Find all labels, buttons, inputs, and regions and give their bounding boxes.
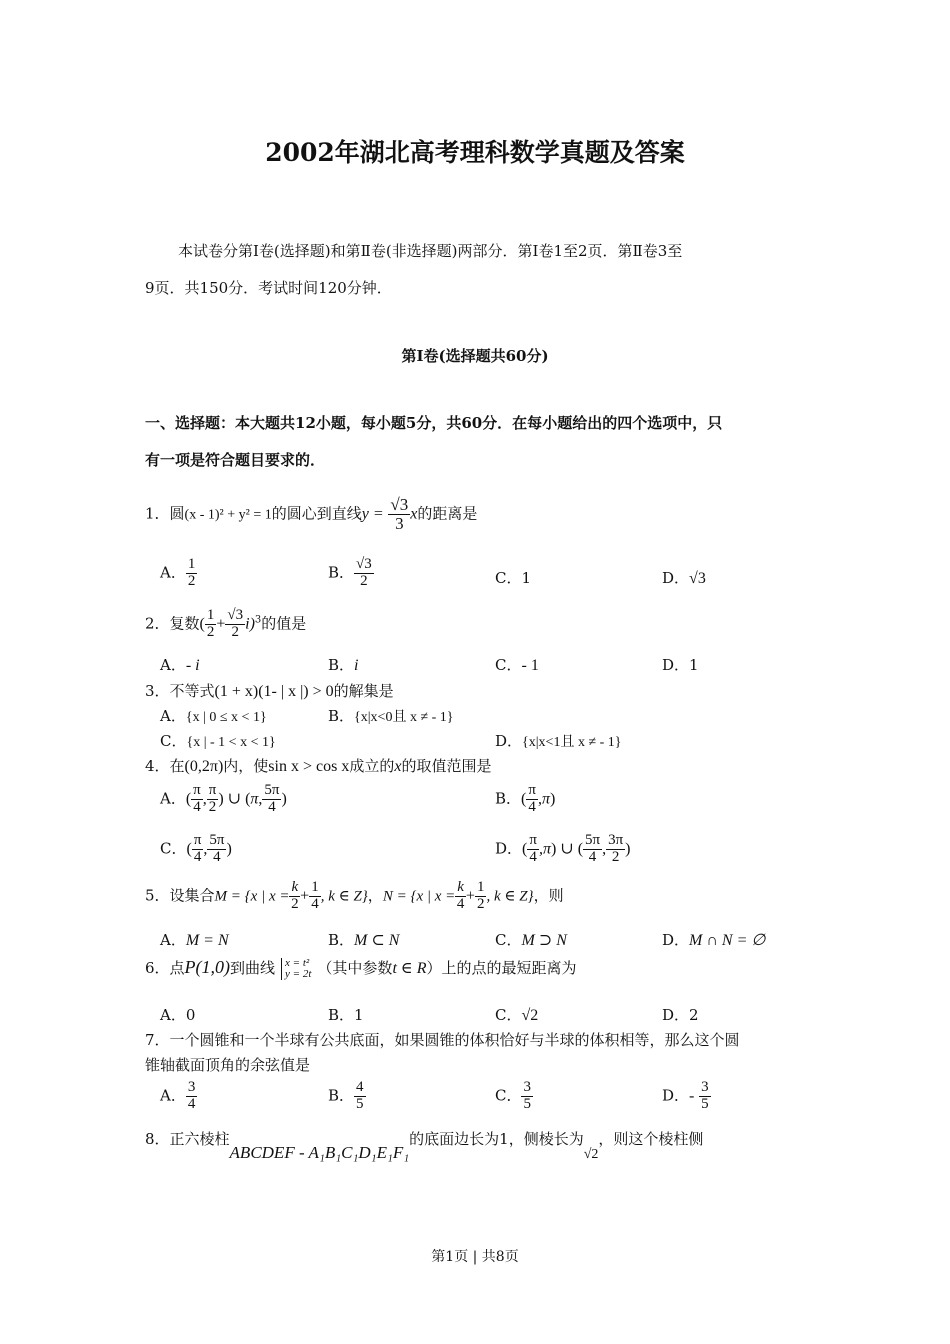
q7-line-2: 锥轴截面顶角的余弦值是 bbox=[145, 1056, 311, 1074]
q5-option-a[interactable]: A．M = N bbox=[160, 931, 229, 949]
q3-option-c[interactable]: C．{x | - 1 < x < 1} bbox=[160, 732, 276, 750]
q3-option-d[interactable]: D．{x|x<1且 x ≠ - 1} bbox=[495, 732, 622, 750]
q6-option-d[interactable]: D．2 bbox=[662, 1006, 699, 1024]
q4-option-d[interactable]: D．( $\frac{\pi}{4}$ ,π) ∪ ( $\frac{5\pi}{4}$ , $\frac{3\pi}{2}$ ) bbox=[495, 832, 631, 865]
q1-frac-num: √3 bbox=[390, 495, 409, 514]
intro-line-2: 9页．共150分．考试时间120分钟． bbox=[145, 279, 392, 297]
q7-line-1: 7．一个圆锥和一个半球有公共底面，如果圆锥的体积恰好与半球的体积相等，那么这个圆 bbox=[145, 1031, 740, 1049]
q5-option-c[interactable]: C．M ⊃ N bbox=[495, 931, 567, 949]
q6-stem: 6．点P(1,0)到曲线 x = t² y = 2t （其中参数t ∈ R）上的点的最短距离为 bbox=[145, 957, 577, 980]
q2-stem: 2．复数( $\frac{1}{2}$ + $\frac{√3}{2}$ i)$^3$的值是 bbox=[145, 607, 307, 640]
q1-line-lhs: y = bbox=[361, 505, 384, 523]
page-title: 2002年湖北高考理科数学真题及答案 bbox=[265, 138, 685, 167]
q3-stem: 3．不等式(1 + x)(1- | x |) > 0的解集是 bbox=[145, 682, 394, 700]
q1-option-c[interactable]: C．1 bbox=[495, 569, 532, 587]
q5-option-d[interactable]: D．M ∩ N = ∅ bbox=[662, 931, 766, 949]
q3-option-b[interactable]: B．{x|x<0且 x ≠ - 1} bbox=[328, 707, 454, 725]
q1-frac-den: 3 bbox=[395, 513, 404, 533]
q1-option-d[interactable]: D．√3 bbox=[662, 569, 706, 587]
q8-stem: 8．正六棱柱ABCDEF - A₁B₁C₁D₁E₁F₁的底面边长为1，侧棱长为√2，则这个棱柱侧 bbox=[145, 1130, 704, 1162]
q6-option-a[interactable]: A．0 bbox=[160, 1006, 196, 1024]
q1-tail: 的距离是 bbox=[417, 504, 478, 523]
q5-option-b[interactable]: B．M ⊂ N bbox=[328, 931, 400, 949]
section-heading-line-2: 有一项是符合题目要求的． bbox=[145, 451, 326, 469]
q4-stem: 4．在(0,2π)内，使sin x > cos x成立的x的取值范围是 bbox=[145, 757, 492, 775]
q1-number: 1．圆 bbox=[145, 504, 185, 523]
q4-option-a[interactable]: A．( $\frac{\pi}{4}$ , $\frac{\pi}{2}$ ) ∪ (π, $\frac{5\pi}{4}$ ) bbox=[160, 782, 287, 815]
q7-option-c[interactable]: C． $\frac{3}{5}$ bbox=[495, 1079, 531, 1112]
q1-option-b[interactable]: B． $\frac{√3}{2}$ bbox=[328, 556, 372, 589]
q1-mid: 的圆心到直线 bbox=[271, 504, 362, 523]
q6-option-b[interactable]: B．1 bbox=[328, 1006, 364, 1024]
part1-heading: 第Ⅰ卷(选择题共60分) bbox=[401, 347, 549, 365]
q2-option-a[interactable]: A．- i bbox=[160, 656, 200, 674]
page-footer: 第1页 | 共8页 bbox=[431, 1249, 519, 1265]
q4-option-b[interactable]: B．( $\frac{\pi}{4}$ ,π) bbox=[495, 782, 556, 815]
q2-option-c[interactable]: C．- 1 bbox=[495, 656, 539, 674]
section-heading-line-1: 一、选择题：本大题共12小题，每小题5分，共60分．在每小题给出的四个选项中，只 bbox=[145, 414, 723, 432]
intro-line-1: 本试卷分第Ⅰ卷(选择题)和第Ⅱ卷(非选择题)两部分．第Ⅰ卷1至2页．第Ⅱ卷3至 bbox=[178, 242, 683, 260]
q1-option-a[interactable]: A． $\frac{1}{2}$ bbox=[160, 556, 196, 589]
q6-option-c[interactable]: C．√2 bbox=[495, 1006, 539, 1024]
q2-option-d[interactable]: D．1 bbox=[662, 656, 699, 674]
q5-stem: 5．设集合M = {x | x = $\frac{k}{2}$ + $\frac{1}{4}$ , k ∈ Z}，N = {x | x = $\frac{k}{4}$ + $\frac{1}{2}$ , k ∈ Z}，则 bbox=[145, 879, 564, 912]
q7-option-d[interactable]: D．- $\frac{3}{5}$ bbox=[662, 1079, 709, 1112]
q3-option-a[interactable]: A．{x | 0 ≤ x < 1} bbox=[160, 707, 267, 725]
q7-option-b[interactable]: B． $\frac{4}{5}$ bbox=[328, 1079, 364, 1112]
q1-x: x bbox=[410, 505, 418, 523]
q8-prism: ABCDEF - A₁B₁C₁D₁E₁F₁ bbox=[229, 1143, 410, 1162]
q1-stem bbox=[145, 496, 477, 533]
q2-option-b[interactable]: B．i bbox=[328, 656, 359, 674]
q4-option-c[interactable]: C．( $\frac{\pi}{4}$ , $\frac{5\pi}{4}$ ) bbox=[160, 832, 232, 865]
q7-option-a[interactable]: A． $\frac{3}{4}$ bbox=[160, 1079, 196, 1112]
q1-circle-eq: (x - 1)² + y² = 1 bbox=[184, 507, 272, 523]
